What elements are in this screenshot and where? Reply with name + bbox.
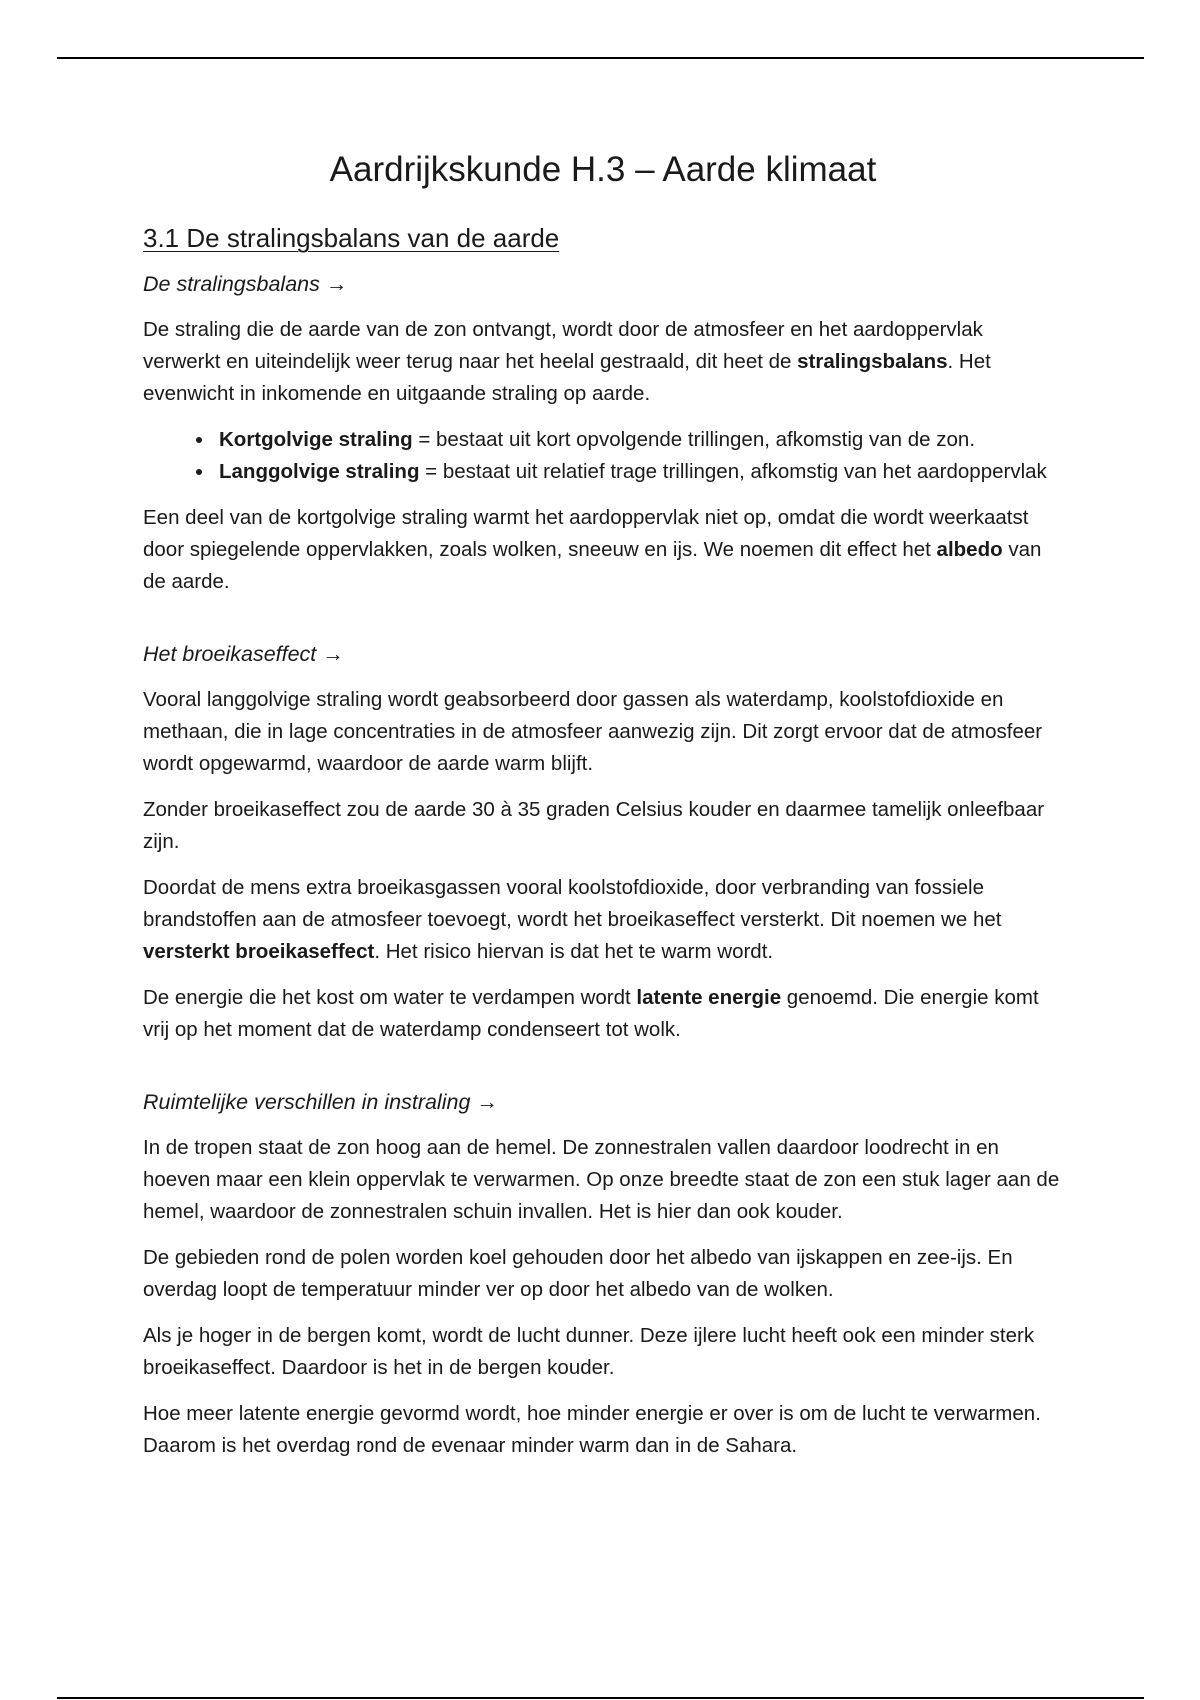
text-run: De straling die de aarde van de zon ontvangt, wordt door de atmosfeer en het aardoppervlak verwerkt en uiteindelijk weer terug naar het heelal gestraald, dit heet de bbox=[143, 318, 983, 373]
subheading-text: Ruimtelijke verschillen in instraling bbox=[143, 1090, 471, 1114]
paragraph: Vooral langgolvige straling wordt geabsorbeerd door gassen als waterdamp, koolstofdioxide en methaan, die in lage concentraties in de atmosfeer aanwezig zijn. Dit zorgt ervoor dat de atmosfeer wordt opgewarmd, waardoor de aarde warm blijft. bbox=[143, 688, 1043, 775]
paragraph: In de tropen staat de zon hoog aan de hemel. De zonnestralen vallen daardoor loodrecht in en hoeven maar een klein oppervlak te verwarmen. Op onze breedte staat de zon een stuk lager aan de hemel, waardoor de zonnestralen schuin invallen. Het is hier dan ook kouder. bbox=[143, 1136, 1060, 1223]
text-run: . Het risico hiervan is dat het te warm wordt. bbox=[374, 940, 774, 963]
document-title: Aardrijkskunde H.3 – Aarde klimaat bbox=[329, 150, 877, 189]
bold-term: versterkt broeikaseffect bbox=[143, 940, 375, 963]
text-run: De energie die het kost om water te verdampen wordt bbox=[143, 986, 637, 1009]
arrow-right-icon: → bbox=[325, 272, 348, 296]
paragraph: De gebieden rond de polen worden koel gehouden door het albedo van ijskappen en zee-ijs. En overdag loopt de temperatuur minder ver op door het albedo van de wolken. bbox=[143, 1246, 1013, 1301]
bullet-list bbox=[143, 424, 1063, 488]
section-heading: 3.1 De stralingsbalans van de aarde bbox=[143, 223, 560, 253]
list-item bbox=[215, 424, 1063, 456]
header-rule bbox=[57, 57, 1144, 59]
paragraph: Als je hoger in de bergen komt, wordt de lucht dunner. Deze ijlere lucht heeft ook een minder sterk broeikaseffect. Daardoor is het in de bergen kouder. bbox=[143, 1324, 1035, 1379]
arrow-right-icon: → bbox=[476, 1090, 498, 1114]
footer-rule bbox=[57, 1697, 1144, 1699]
paragraph: Zonder broeikaseffect zou de aarde 30 à 35 graden Celsius kouder en daarmee tamelijk onleefbaar zijn. bbox=[143, 798, 1045, 853]
paragraph: Hoe meer latente energie gevormd wordt, hoe minder energie er over is om de lucht te verwarmen. Daarom is het overdag rond de evenaar minder warm dan in de Sahara. bbox=[143, 1402, 1041, 1457]
text-run: Een deel van de kortgolvige straling warmt het aardoppervlak niet op, omdat die wordt weerkaatst door spiegelende oppervlakken, zoals wolken, sneeuw en ijs. We noemen dit effect het bbox=[143, 506, 1029, 561]
paragraph-albedo bbox=[143, 502, 1063, 598]
bold-term: albedo bbox=[936, 538, 1003, 561]
text-run: = bestaat uit relatief trage trillingen, afkomstig van het aardoppervlak bbox=[419, 460, 1047, 483]
subheading-text: De stralingsbalans bbox=[143, 272, 320, 296]
subheading-text: Het broeikaseffect bbox=[143, 642, 317, 666]
paragraph-latente-energie bbox=[143, 982, 1063, 1046]
text-run: = bestaat uit kort opvolgende trillingen, afkomstig van de zon. bbox=[412, 428, 976, 451]
text-run: Doordat de mens extra broeikasgassen vooral koolstofdioxide, door verbranding van fossiele brandstoffen aan de atmosfeer toevoegt, wordt het broeikaseffect versterkt. Dit noemen we het bbox=[143, 876, 1002, 931]
arrow-right-icon: → bbox=[322, 642, 344, 666]
bold-term: Langgolvige straling bbox=[219, 460, 420, 483]
paragraph-versterkt bbox=[143, 872, 1063, 968]
subheading-ruimtelijke-verschillen bbox=[143, 1086, 1063, 1118]
subheading-broeikaseffect bbox=[143, 638, 1063, 670]
document-page bbox=[143, 140, 1063, 1462]
text-run: van de aarde. bbox=[143, 538, 1042, 593]
list-item bbox=[215, 456, 1063, 488]
bold-term: latente energie bbox=[636, 986, 782, 1009]
bold-term: Kortgolvige straling bbox=[219, 428, 413, 451]
bold-term: stralingsbalans bbox=[797, 350, 948, 373]
subheading-stralingsbalans bbox=[143, 268, 1063, 300]
text-run: genoemd. Die energie komt vrij op het moment dat de waterdamp condenseert tot wolk. bbox=[143, 986, 1039, 1041]
paragraph-stralingsbalans bbox=[143, 314, 1063, 410]
text-run: . Het evenwicht in inkomende en uitgaande straling op aarde. bbox=[143, 350, 991, 405]
